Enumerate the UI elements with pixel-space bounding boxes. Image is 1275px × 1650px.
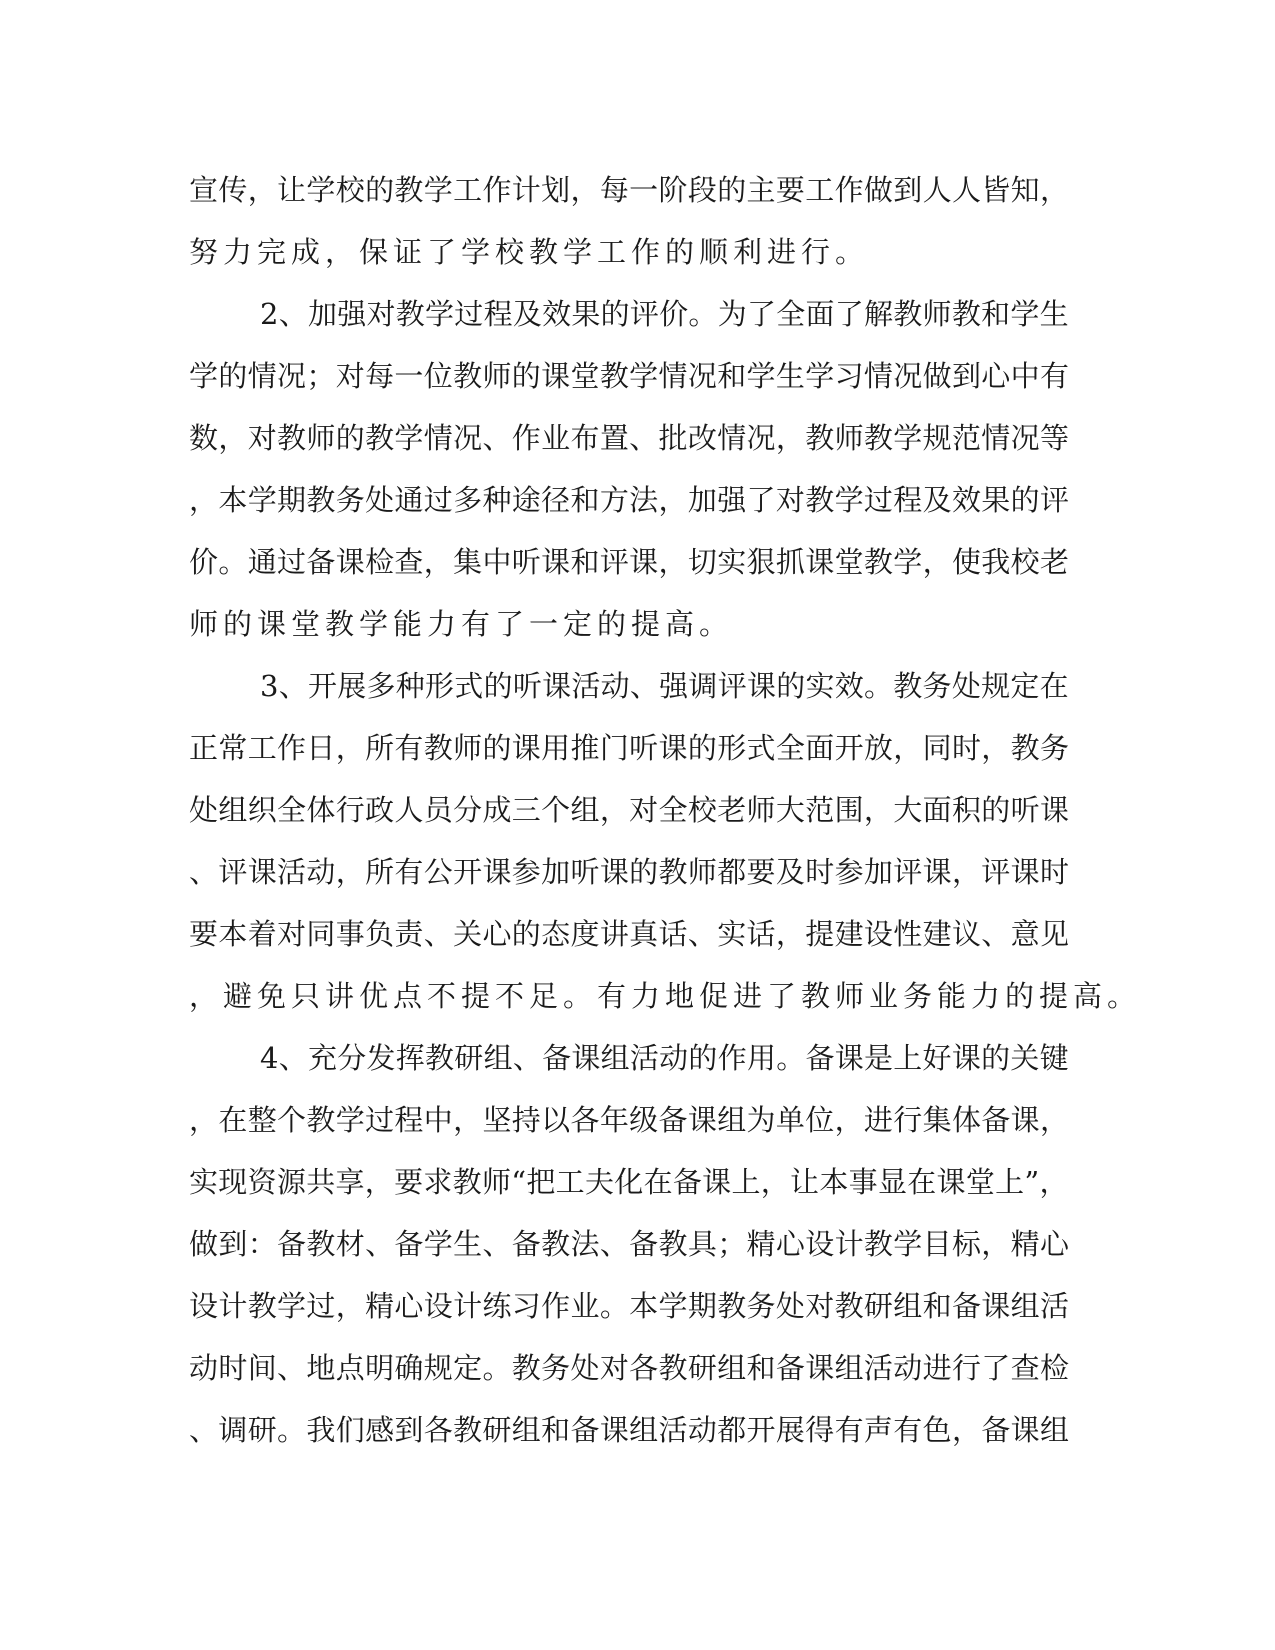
text-line: 3 、 开 展 多 种 形 式 的 听 课 活 动 、 强 调 评 课 的 实 效 。 教 务 处 规 定 在 bbox=[260, 669, 1069, 703]
text-line: 设 计 教 学 过 ， 精 心 设 计 练 习 作 业 。 本 学 期 教 务 处 对 教 研 组 和 备 课 组 活 bbox=[189, 1289, 1069, 1323]
text-line: 动 时 间 、 地 点 明 确 规 定 。 教 务 处 对 各 教 研 组 和 备 课 组 活 动 进 行 了 查 检 bbox=[189, 1351, 1069, 1385]
text-line: 2 、 加 强 对 教 学 过 程 及 效 果 的 评 价 。 为 了 全 面 了 解 教 师 教 和 学 生 bbox=[260, 297, 1069, 331]
body-text bbox=[189, 159, 1142, 1461]
text-line: 、 评 课 活 动 ， 所 有 公 开 课 参 加 听 课 的 教 师 都 要 及 时 参 加 评 课 ， 评 课 时 bbox=[189, 855, 1069, 889]
text-line: 数 ， 对 教 师 的 教 学 情 况 、 作 业 布 置 、 批 改 情 况 ， 教 师 教 学 规 范 情 况 等 bbox=[189, 421, 1069, 455]
text-line: ， 本 学 期 教 务 处 通 过 多 种 途 径 和 方 法 ， 加 强 了 对 教 学 过 程 及 效 果 的 评 bbox=[189, 483, 1069, 517]
text-line: 做 到 ： 备 教 材 、 备 学 生 、 备 教 法 、 备 教 具 ； 精 心 设 计 教 学 目 标 ， 精 心 bbox=[189, 1227, 1069, 1261]
text-line: 要 本 着 对 同 事 负 责 、 关 心 的 态 度 讲 真 话 、 实 话 ， 提 建 设 性 建 议 、 意 见 bbox=[189, 917, 1069, 951]
text-line: 努力完成，保证了学校教学工作的顺利进行。 bbox=[189, 235, 870, 269]
text-line: 实 现 资 源 共 享 ， 要 求 教 师 “ 把 工 夫 化 在 备 课 上 ， 让 本 事 显 在 课 堂 上 ” ， bbox=[189, 1165, 1069, 1199]
text-line: 、 调 研 。 我 们 感 到 各 教 研 组 和 备 课 组 活 动 都 开 展 得 有 声 有 色 ， 备 课 组 bbox=[189, 1413, 1069, 1447]
text-line: 正 常 工 作 日 ， 所 有 教 师 的 课 用 推 门 听 课 的 形 式 全 面 开 放 ， 同 时 ， 教 务 bbox=[189, 731, 1069, 765]
text-line: 学 的 情 况 ； 对 每 一 位 教 师 的 课 堂 教 学 情 况 和 学 生 学 习 情 况 做 到 心 中 有 bbox=[189, 359, 1069, 393]
text-line: 4 、 充 分 发 挥 教 研 组 、 备 课 组 活 动 的 作 用 。 备 课 是 上 好 课 的 关 键 bbox=[260, 1041, 1069, 1075]
text-line: 宣 传 ， 让 学 校 的 教 学 工 作 计 划 ， 每 一 阶 段 的 主 要 工 作 做 到 人 人 皆 知 ， bbox=[189, 173, 1069, 207]
text-line: 处 组 织 全 体 行 政 人 员 分 成 三 个 组 ， 对 全 校 老 师 大 范 围 ， 大 面 积 的 听 课 bbox=[189, 793, 1069, 827]
text-line: ，避免只讲优点不提不足。有力地促进了教师业务能力的提高。 bbox=[189, 979, 1142, 1013]
text-line: 价 。 通 过 备 课 检 查 ， 集 中 听 课 和 评 课 ， 切 实 狠 抓 课 堂 教 学 ， 使 我 校 老 bbox=[189, 545, 1069, 579]
text-line: 师的课堂教学能力有了一定的提高。 bbox=[189, 607, 734, 641]
text-line: ， 在 整 个 教 学 过 程 中 ， 坚 持 以 各 年 级 备 课 组 为 单 位 ， 进 行 集 体 备 课 ， bbox=[189, 1103, 1069, 1137]
